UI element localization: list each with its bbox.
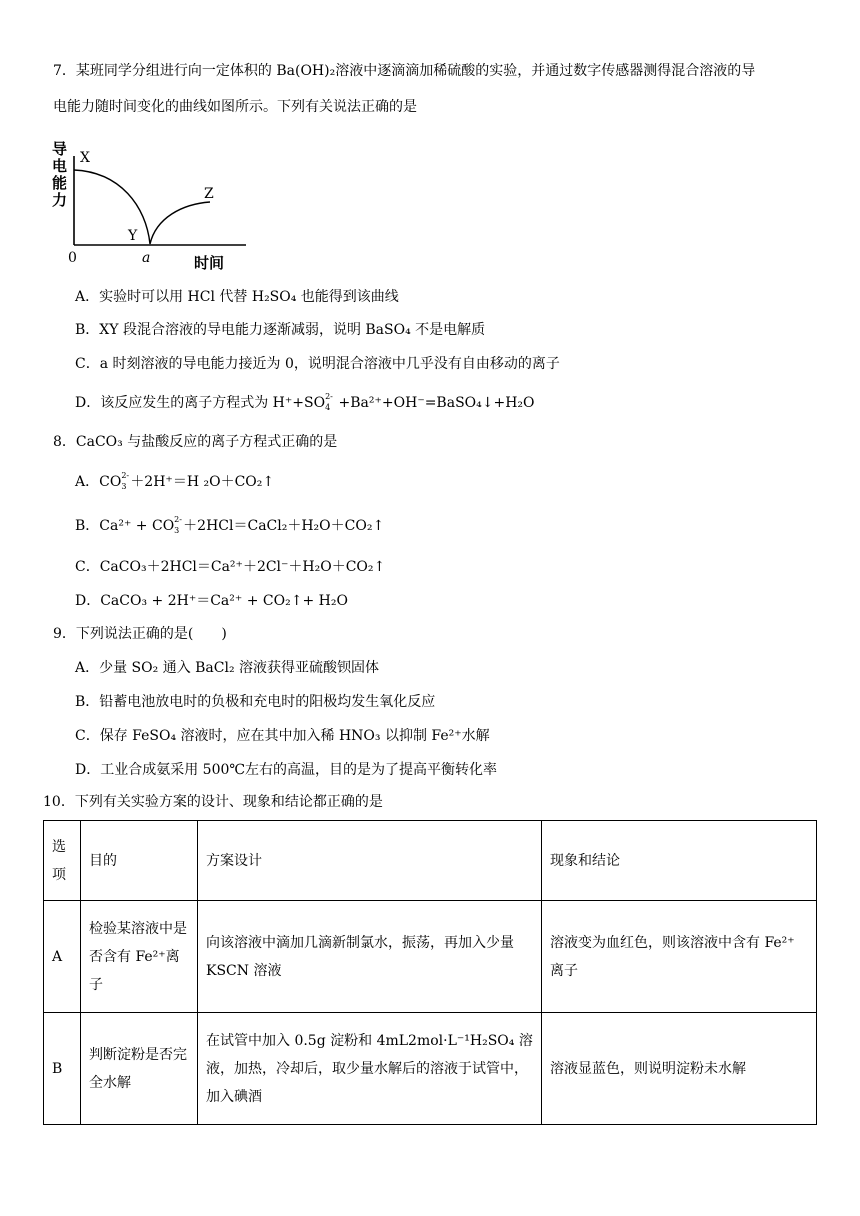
q7-option-c: C．a 时刻溶液的导电能力接近为 0，说明混合溶液中几乎没有自由移动的离子: [75, 356, 560, 372]
header-design: 方案设计: [198, 821, 542, 901]
graph-origin: 0: [68, 250, 77, 266]
q8-option-b-post: ＋2HCl＝CaCl₂＋H₂O＋CO₂↑: [183, 518, 385, 534]
q8-option-c: C．CaCO₃＋2HCl＝Ca²⁺＋2Cl⁻＋H₂O＋CO₂↑: [75, 559, 386, 575]
header-purpose: 目的: [81, 821, 198, 901]
q9-option-c: C．保存 FeSO₄ 溶液时，应在其中加入稀 HNO₃ 以抑制 Fe²⁺水解: [75, 728, 490, 744]
graph-ylabel-4: 力: [52, 191, 68, 209]
graph-point-y: Y: [128, 228, 138, 244]
q8-option-d: D．CaCO₃ + 2H⁺＝Ca²⁺ + CO₂↑+ H₂O: [75, 593, 348, 609]
carbonate-sub-a: 3: [121, 482, 127, 491]
graph-ylabel-2: 电: [52, 157, 68, 175]
graph-ylabel-3: 能: [52, 174, 68, 192]
q9-stem: 9．下列说法正确的是( ): [53, 626, 227, 642]
carbonate-ion-charge-a: [121, 471, 130, 491]
row-a-design: 向该溶液中滴加几滴新制氯水，振荡，再加入少量 KSCN 溶液: [198, 901, 542, 1013]
q10-stem: 10．下列有关实验方案的设计、现象和结论都正确的是: [43, 794, 383, 810]
conductivity-graph: [50, 136, 260, 276]
q8-option-b-pre: B．Ca²⁺ + CO: [75, 518, 175, 534]
sulfate-sub: 4: [325, 403, 331, 412]
graph-a-label: a: [142, 250, 151, 266]
q8-option-a: [75, 472, 274, 492]
header-result: 现象和结论: [542, 821, 817, 901]
row-b-design: 在试管中加入 0.5g 淀粉和 4mL2mol·L⁻¹H₂SO₄ 溶液，加热，冷却后，取少量水解后的溶液于试管中，加入碘酒: [198, 1013, 542, 1125]
q8-option-a-pre: A．CO: [75, 474, 122, 490]
graph-point-z: Z: [204, 186, 214, 202]
experiment-table: [43, 820, 817, 1125]
carbonate-ion-charge-b: [174, 515, 183, 535]
q8-option-b: [75, 516, 384, 536]
row-a-option: A: [44, 901, 81, 1013]
header-option: 选项: [44, 821, 81, 901]
q7-option-d-pre: D．该反应发生的离子方程式为 H⁺+SO: [75, 395, 326, 411]
q8-stem: 8．CaCO₃ 与盐酸反应的离子方程式正确的是: [53, 434, 338, 450]
conductivity-curve: [74, 170, 210, 244]
q7-option-d-post: +Ba²⁺+OH⁻=BaSO₄↓+H₂O: [334, 395, 535, 411]
q9-option-d: D．工业合成氨采用 500℃左右的高温，目的是为了提高平衡转化率: [75, 762, 498, 778]
carbonate-sup-a: 2-: [121, 471, 130, 480]
row-a-purpose: 检验某溶液中是否含有 Fe²⁺离子: [81, 901, 198, 1013]
graph-xlabel: 时间: [194, 254, 225, 272]
row-a-result: 溶液变为血红色，则该溶液中含有 Fe²⁺离子: [542, 901, 817, 1013]
row-b-purpose: 判断淀粉是否完全水解: [81, 1013, 198, 1125]
row-b-option: B: [44, 1013, 81, 1125]
table-row: [44, 901, 817, 1013]
sulfate-ion-charge: [325, 392, 334, 412]
carbonate-sup-b: 2-: [174, 515, 182, 524]
sulfate-sup: 2-: [325, 392, 333, 401]
table-header-row: [44, 821, 817, 901]
q7-option-a: A．实验时可以用 HCl 代替 H₂SO₄ 也能得到该曲线: [75, 289, 399, 305]
carbonate-sub-b: 3: [174, 526, 180, 535]
graph-ylabel-1: 导: [52, 140, 68, 158]
q9-option-b: B．铅蓄电池放电时的负极和充电时的阳极均发生氧化反应: [75, 694, 436, 710]
q9-option-a: A．少量 SO₂ 通入 BaCl₂ 溶液获得亚硫酸钡固体: [75, 660, 380, 676]
q7-stem-line1: 7．某班同学分组进行向一定体积的 Ba(OH)₂溶液中逐滴滴加稀硫酸的实验，并通过数字传感器测得混合溶液的导: [53, 63, 756, 79]
graph-point-x: X: [80, 150, 90, 166]
row-b-result: 溶液显蓝色，则说明淀粉未水解: [542, 1013, 817, 1125]
table-row: [44, 1013, 817, 1125]
q7-option-d: [75, 393, 535, 413]
q7-option-b: B．XY 段混合溶液的导电能力逐渐减弱，说明 BaSO₄ 不是电解质: [75, 322, 486, 338]
q8-option-a-post: ＋2H⁺＝H ₂O＋CO₂↑: [130, 474, 275, 490]
q7-stem-line2: 电能力随时间变化的曲线如图所示。下列有关说法正确的是: [53, 99, 417, 115]
